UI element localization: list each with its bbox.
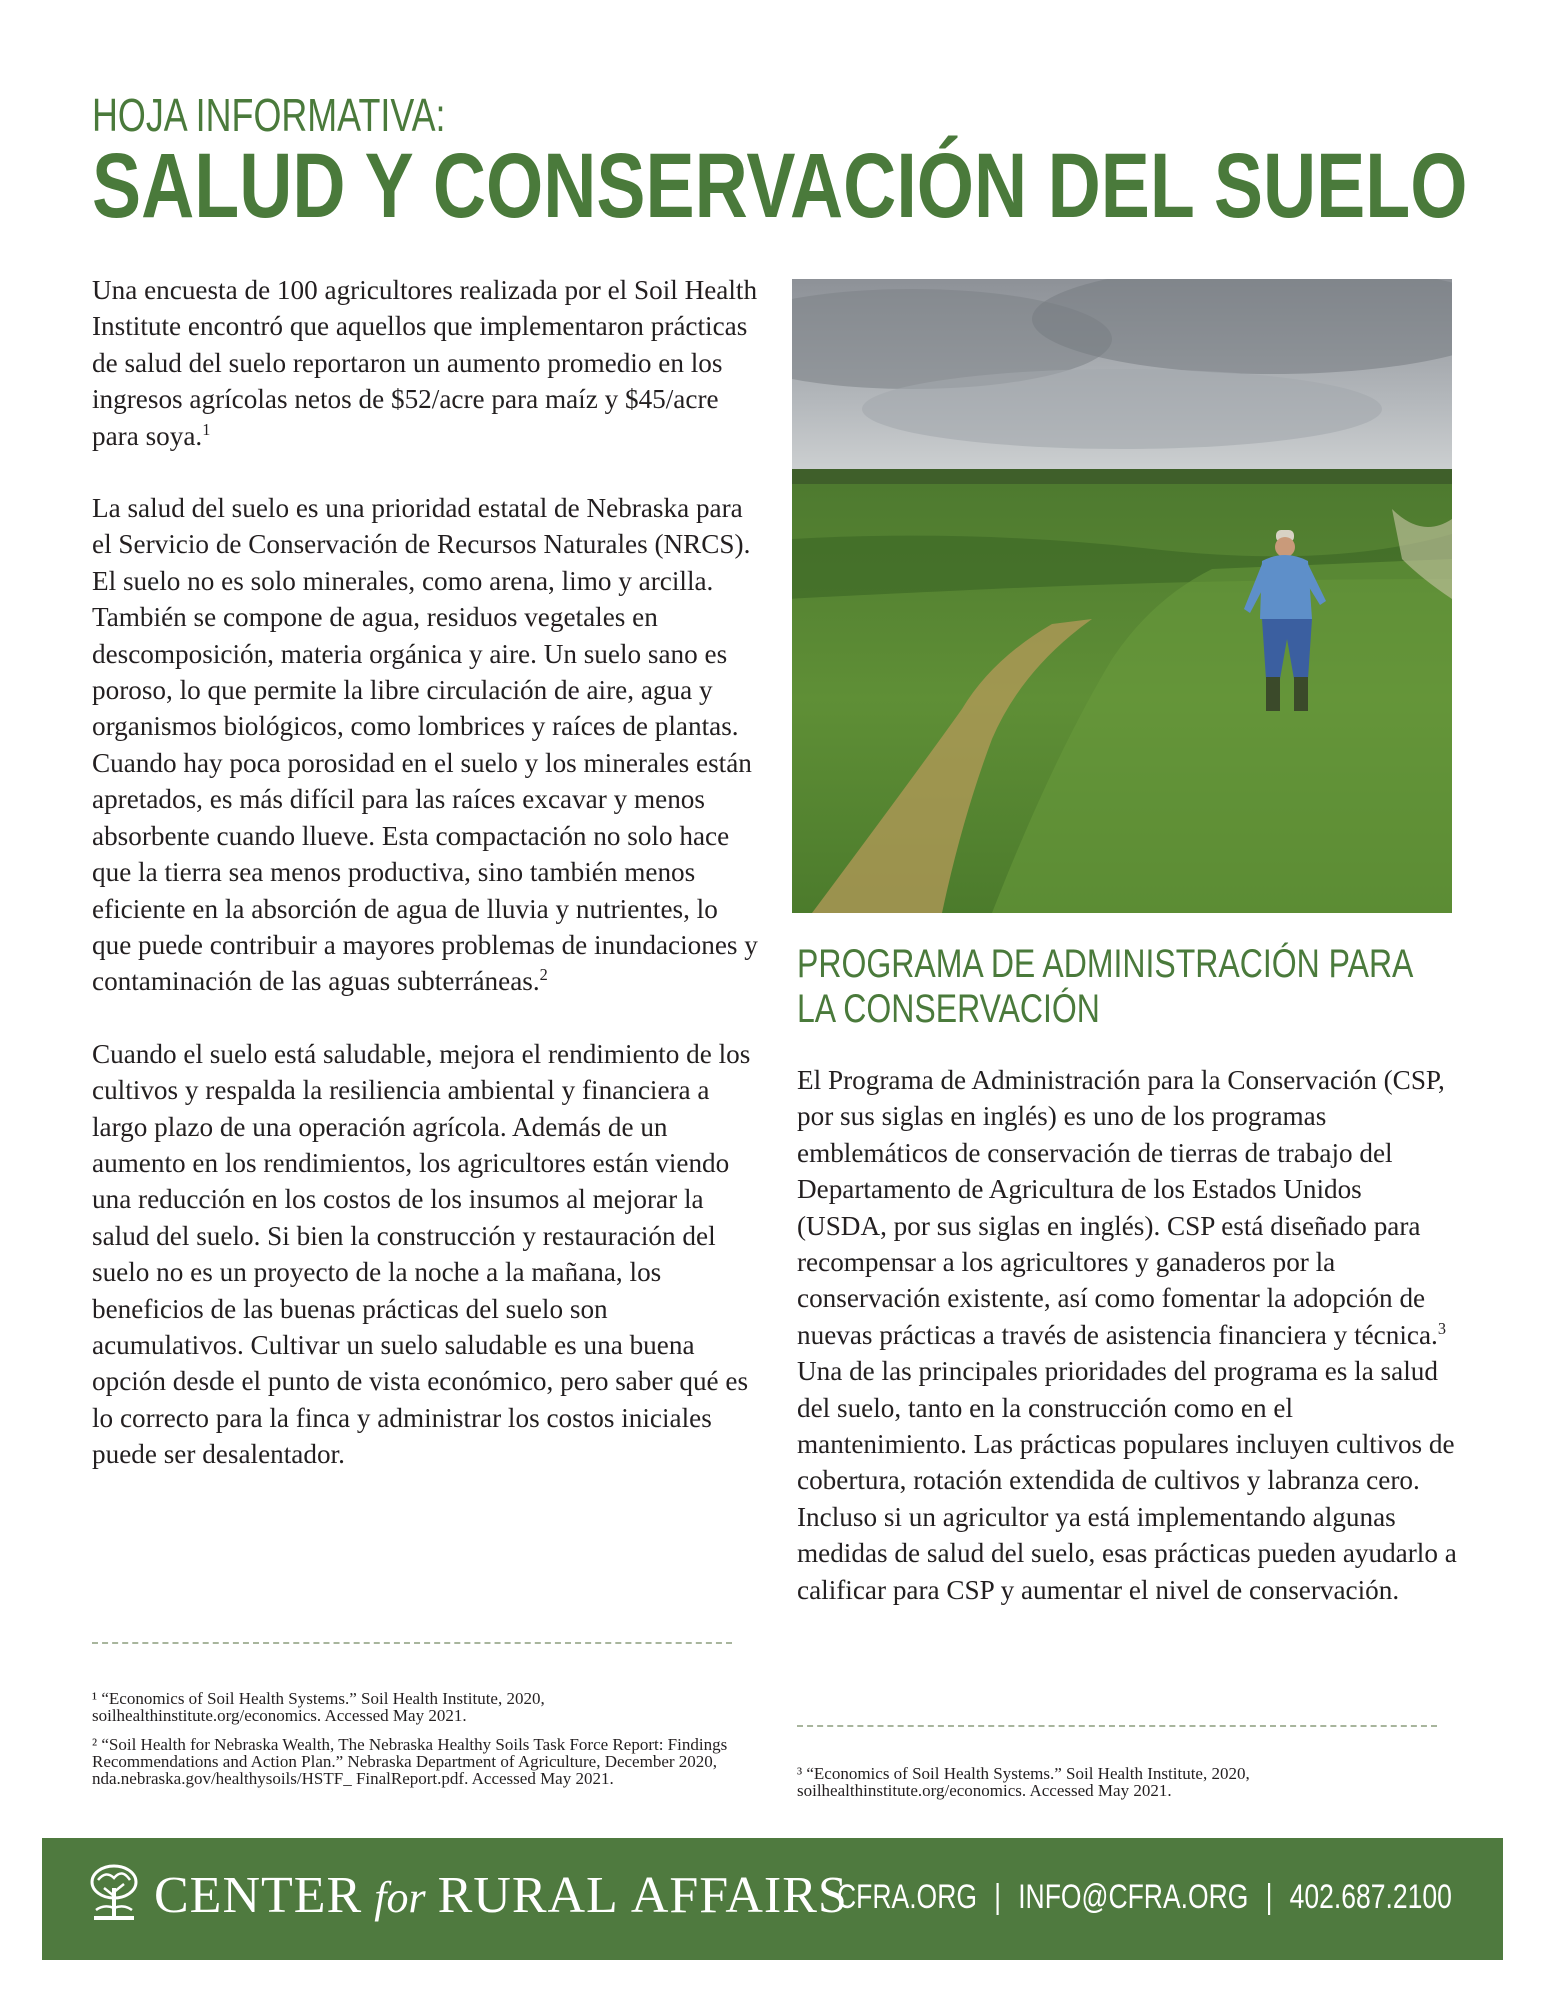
left-footnote-divider <box>92 1642 732 1644</box>
left-column <box>92 272 758 1509</box>
footnote-ref-2[interactable]: 2 <box>539 965 548 985</box>
org-name: CENTER for RURAL AFFAIRS <box>154 1867 848 1924</box>
soil-health-paragraph: La salud del suelo es una prioridad estatal de Nebraska para el Servicio de Conservación de Recursos Naturales (NRCS). El suelo no es solo minerales, como arena, limo y arcilla. También se compone de agua, residuos vegetales en descomposición, materia orgánica y aire. Un suelo sano es poroso, lo que permite la libre circulación de aire, agua y organismos biológicos, como lombrices y raíces de plantas. Cuando hay poca porosidad en el suelo y los minerales están apretados, es más difícil para las raíces excavar y menos absorbente cuando llueve. Esta compactación no solo hace que la tierra sea menos productiva, sino también menos eficiente en la absorción de agua de lluvia y nutrientes, lo que puede contribuir a mayores problemas de inundaciones y contaminación de las aguas subterráneas.$^2$ <box>92 493 758 997</box>
document-title: SALUD Y CONSERVACIÓN DEL SUELO <box>92 135 1468 237</box>
footnote-ref-1[interactable]: 1 <box>202 419 211 439</box>
footnote-3: ³ “Economics of Soil Health Systems.” Soil Health Institute, 2020, soilhealthinstitute.org/economics. Accessed May 2021. <box>797 1764 1250 1800</box>
phone-number[interactable]: 402.687.2100 <box>1289 1878 1452 1916</box>
right-column <box>797 1062 1457 1644</box>
footnote-ref-3[interactable]: 3 <box>1437 1318 1446 1338</box>
footer-bar <box>42 1838 1503 1960</box>
footnote-2: ² “Soil Health for Nebraska Wealth, The Nebraska Healthy Soils Task Force Report: Findings Recommendations and Action Plan.” Nebraska Department of Agriculture, December 2020, nda.nebraska.gov/healthysoils/HSTF_ FinalReport.pdf. Accessed May 2021. <box>92 1735 728 1788</box>
benefits-paragraph: Cuando el suelo está saludable, mejora el rendimiento de los cultivos y respalda la resiliencia ambiental y financiera a largo plazo de una operación agrícola. Además de un aumento en los rendimientos, los agricultores están viendo una reducción en los costos de los insumos al mejorar la salud del suelo. Si bien la construcción y restauración del suelo no es un proyecto de la noche a la mañana, los beneficios de las buenas prácticas del suelo son acumulativos. Cultivar un suelo saludable es una buena opción desde el punto de vista económico, pero saber qué es lo correcto para la finca y administrar los costos iniciales puede ser desalentador. <box>92 1038 751 1470</box>
right-footnotes <box>797 1765 1437 1811</box>
intro-paragraph: Una encuesta de 100 agricultores realizada por el Soil Health Institute encontró que aquellos que implementaron prácticas de salud del suelo reportaron un aumento promedio en los ingresos agrícolas netos de $52/acre para maíz y $45/acre para soya.$^1$ <box>92 275 758 451</box>
left-footnotes <box>92 1690 732 1799</box>
contact-info: CFRA.ORG | INFO@CFRA.ORG | 402.687.2100 <box>837 1878 1452 1916</box>
website-link[interactable]: CFRA.ORG <box>837 1878 977 1916</box>
email-link[interactable]: INFO@CFRA.ORG <box>1018 1878 1249 1916</box>
farmer-field-photo <box>792 279 1452 913</box>
tree-logo-icon <box>88 1862 140 1924</box>
csp-paragraph: El Programa de Administración para la Conservación (CSP, por sus siglas en inglés) es uno de los programas emblemáticos de conservación de tierras de trabajo del Departamento de Agricultura de los Estados Unidos (USDA, por sus siglas en inglés). CSP está diseñado para recompensar a los agricultores y ganaderos por la conservación existente, así como fomentar la adopción de nuevas prácticas a través de asistencia financiera y técnica.$^3$ Una de las principales prioridades del programa es la salud del suelo, tanto en la construcción como en el mantenimiento. Las prácticas populares incluyen cultivos de cobertura, rotación extendida de cultivos y labranza cero. Incluso si un agricultor ya está implementando algunas medidas de salud del suelo, esas prácticas pueden ayudarlo a calificar para CSP y aumentar el nivel de conservación. <box>797 1065 1457 1605</box>
right-footnote-divider <box>797 1725 1437 1727</box>
footnote-1: ¹ “Economics of Soil Health Systems.” Soil Health Institute, 2020, soilhealthinstitute.org/economics. Accessed May 2021. <box>92 1689 545 1725</box>
document-kicker: HOJA INFORMATIVA: <box>92 89 446 141</box>
csp-section-heading: PROGRAMA DE ADMINISTRACIÓN PARA LA CONSERVACIÓN <box>797 942 1412 1031</box>
